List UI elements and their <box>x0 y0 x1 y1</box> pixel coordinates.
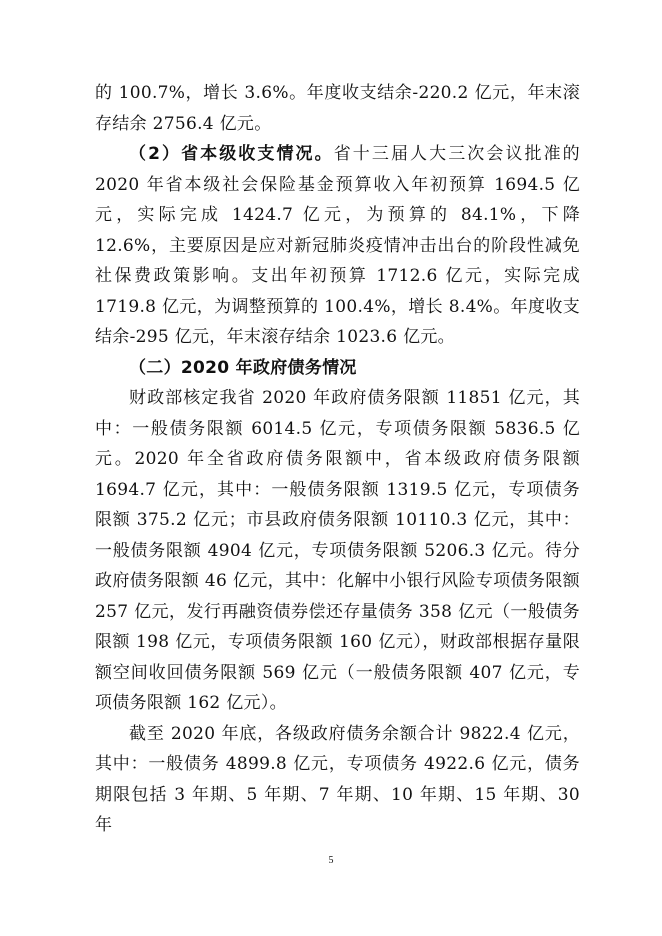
paragraph-provincial-level <box>95 139 580 353</box>
body-text <box>95 78 580 841</box>
paragraph-debt-limits: 财政部核定我省 2020 年政府债务限额 11851 亿元，其中：一般债务限额 6014.5 亿元，专项债务限额 5836.5 亿元。2020 年全省政府债务限额中，省本级政府债务限额 1694.7 亿元，其中：一般债务限额 1319.5 亿元，专项债务限额 375.2 亿元；市县政府债务限额 10110.3 亿元，其中：一般债务限额 4904 亿元，专项债务限额 5206.3 亿元。待分政府债务限额 46 亿元，其中：化解中小银行风险专项债务限额 257 亿元，发行再融资债券偿还存量债务 358 亿元（一般债务限额 198 亿元，专项债务限额 160 亿元），财政部根据存量限额空间收回债务限额 569 亿元（一般债务限额 407 亿元，专项债务限额 162 亿元）。 <box>95 388 580 713</box>
paragraph-provincial-level-body: 省十三届人大三次会议批准的 2020 年省本级社会保险基金预算收入年初预算 1694.5 亿元，实际完成 1424.7 亿元，为预算的 84.1%，下降 12.6%，主要原因是应对新冠肺炎疫情冲击出台的阶段性减免社保费政策影响。支出年初预算 1712.6 亿元，实际完成 1719.8 亿元，为调整预算的 100.4%，增长 8.4%。年度收支结余-295 亿元，年末滚存结余 1023.6 亿元。 <box>95 144 580 347</box>
section-heading-government-debt: （二）2020 年政府债务情况 <box>129 357 357 378</box>
paragraph-lead-title: （2）省本级收支情况。 <box>129 144 334 164</box>
paragraph-debt-balance: 截至 2020 年底，各级政府债务余额合计 9822.4 亿元，其中：一般债务 4899.8 亿元，专项债务 4922.6 亿元，债务期限包括 3 年期、5 年期、7 年期、10 年期、15 年期、30 年 <box>95 723 580 835</box>
page-number: 5 <box>328 855 334 866</box>
paragraph-continuation: 的 100.7%，增长 3.6%。年度收支结余-220.2 亿元，年末滚存结余 2756.4 亿元。 <box>95 83 580 134</box>
